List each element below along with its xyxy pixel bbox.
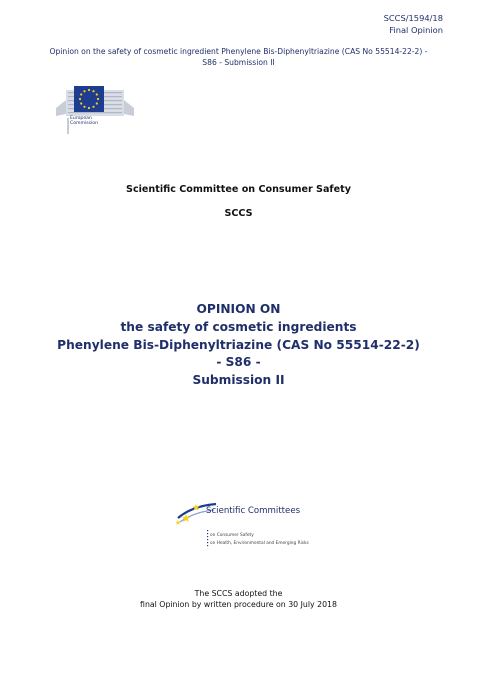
title-line4: - S86 -: [216, 355, 261, 370]
running-title-line2: S86 - Submission II: [202, 58, 275, 67]
doc-number: SCCS/1594/18: [383, 13, 443, 23]
eu-flag-icon: [74, 86, 104, 112]
running-title-line1: Opinion on the safety of cosmetic ingredient Phenylene Bis-Diphenyltriazine (CAS No 55514-22-2) -: [49, 47, 428, 56]
title-line3: Phenylene Bis-Diphenyltriazine (CAS No 55514-22-2): [57, 337, 420, 352]
document-reference: [384, 12, 443, 36]
ec-logo-line1: European: [70, 116, 92, 121]
committee-name: Scientific Committee on Consumer Safety: [126, 184, 351, 195]
doc-status: Final Opinion: [389, 25, 443, 35]
title-line5: Submission II: [192, 373, 285, 388]
vertical-dots-icon: [207, 530, 208, 546]
adoption-statement: [0, 588, 477, 610]
sc-logo-title: Scientific Committees: [206, 506, 301, 516]
adoption-line2: final Opinion by written procedure on 30 July 2018: [140, 600, 337, 609]
sc-logo-subtitle-consumer: on Consumer Safety: [210, 533, 254, 538]
sc-logo-subtitle-health: on Health, Environmental and Emerging Risks: [210, 541, 309, 546]
opinion-title: [0, 301, 477, 390]
european-commission-logo: [54, 80, 136, 136]
running-title: [20, 46, 457, 68]
ec-logo-text: [70, 116, 98, 126]
adoption-line1: The SCCS adopted the: [194, 589, 283, 598]
title-line1: OPINION ON: [196, 302, 281, 316]
title-line2: the safety of cosmetic ingredients: [120, 319, 357, 334]
committee-acronym: SCCS: [224, 208, 253, 219]
ec-logo-line2: Commission: [70, 121, 99, 127]
